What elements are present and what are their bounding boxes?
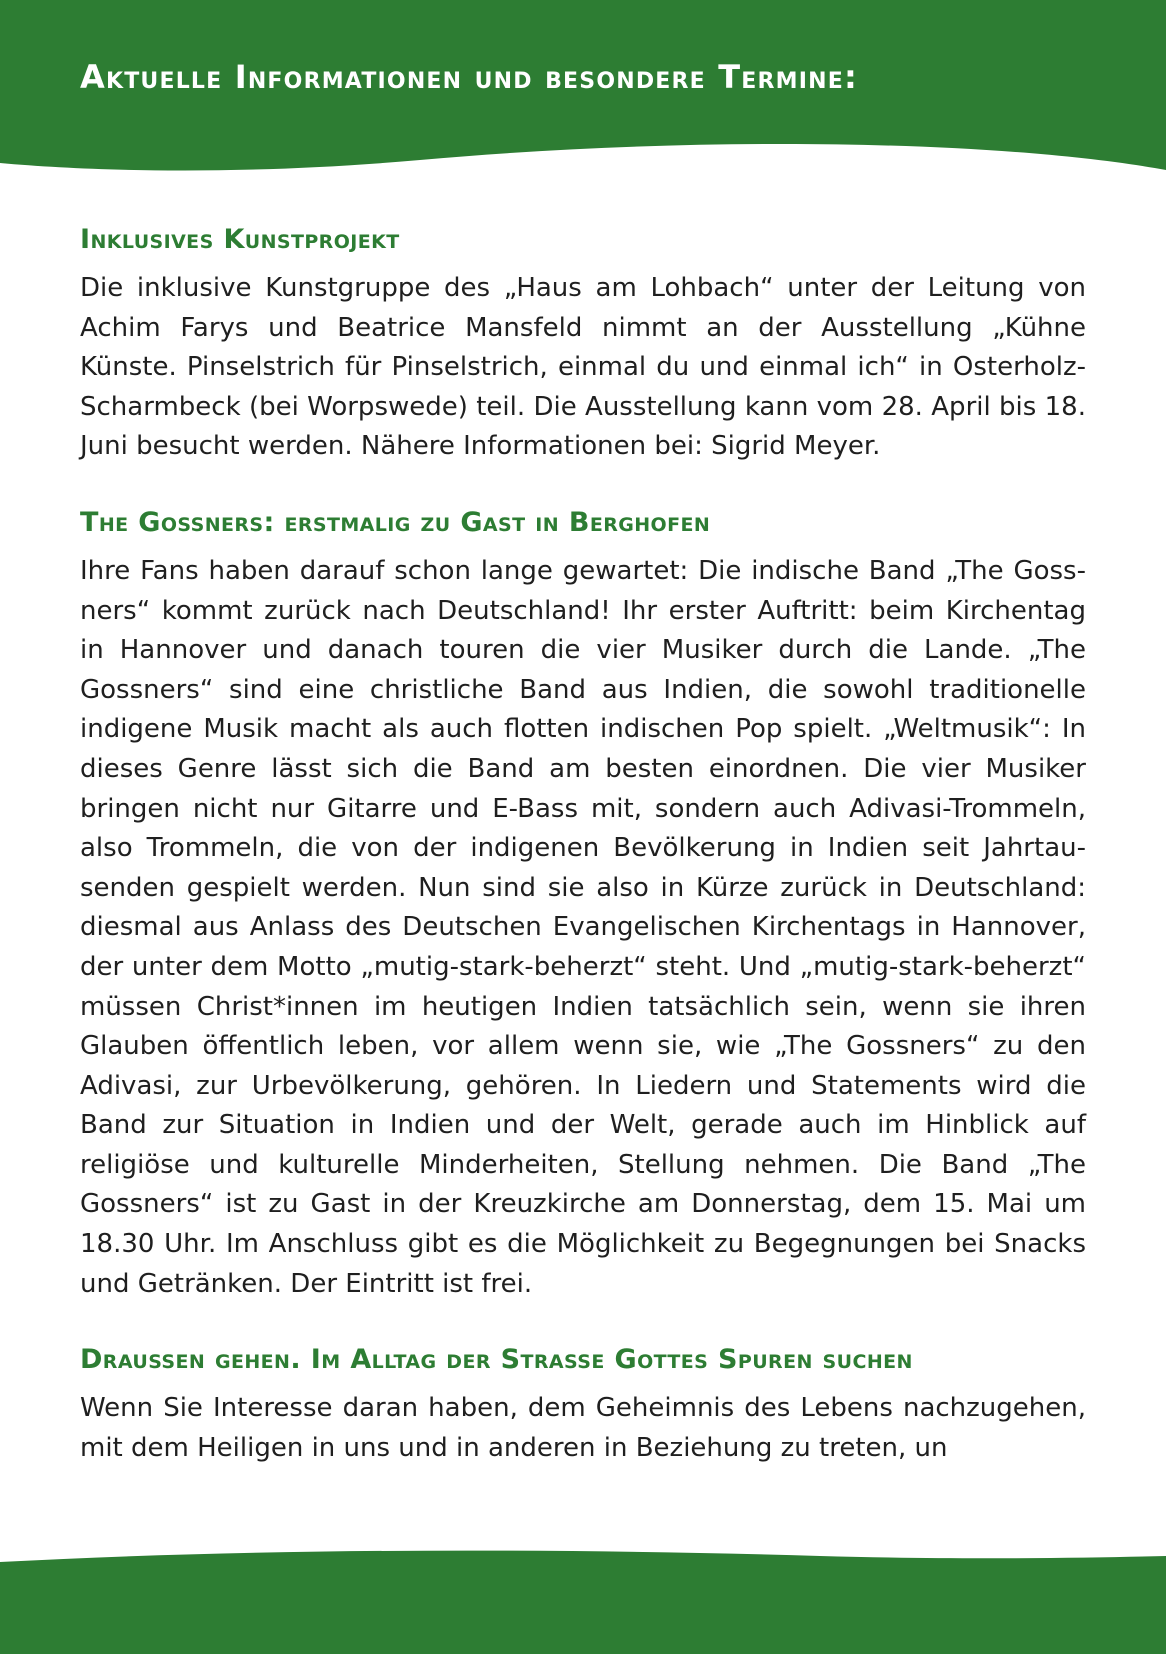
page-title: Aktuelle Informationen und besondere Termine: bbox=[80, 58, 858, 96]
footer-band bbox=[0, 1548, 1166, 1654]
section-heading: Inklusives Kunstprojekt bbox=[80, 224, 400, 255]
section-heading: Draussen gehen. Im Alltag der Strasse Gottes Spuren suchen bbox=[80, 1344, 913, 1376]
section-draussen-gehen bbox=[80, 1344, 1086, 1468]
section-kunstprojekt bbox=[80, 224, 1086, 467]
section-gossners bbox=[80, 507, 1086, 1304]
section-body: Die inklusive Kunstgruppe des „Haus am Lohbach“ unter der Leitung von Achim Farys und Beatrice Mansfeld nimmt an der Ausstellung „Kühne Künste. Pinselstrich für Pinselstrich, einmal du und einmal ich“ in Osterholz-Scharmbeck (bei Worpswede) teil. Die Ausstellung kann vom 28. April bis 18. Juni besucht werden. Nähere Informationen bei: Sigrid Meyer. bbox=[80, 273, 1086, 462]
section-heading: The Gossners: erstmalig zu Gast in Berghofen bbox=[80, 506, 711, 538]
section-body: Wenn Sie Interesse daran haben, dem Geheimnis des Lebens nachzugehen, mit dem Heiligen in uns und in anderen in Beziehung zu treten, un bbox=[80, 1393, 1086, 1463]
section-body: Ihre Fans haben darauf schon lange gewartet: Die indische Band „The Gossners“ kommt zurück nach Deutschland! Ihr erster Auftritt: beim Kirchentag in Hannover und danach touren die vier Musiker durch die Lande. „The Gossners“ sind eine christliche Band aus Indien, die sowohl traditionelle indigene Musik macht als auch flotten indischen Pop spielt. „Weltmusik“: In dieses Genre lässt sich die Band am besten einordnen. Die vier Musiker bringen nicht nur Gitarre und E-Bass mit, sondern auch Adivasi-Trommeln, also Trommeln, die von der indigenen Bevölkerung in Indien seit Jahrtausenden gespielt werden. Nun sind sie also in Kürze zurück in Deutschland: diesmal aus Anlass des Deutschen Evangelischen Kirchentags in Hannover, der unter dem Motto „mutig-stark-beherzt“ steht. Und „mutig-stark-beherzt“ müssen Christ*innen im heutigen Indien tatsächlich sein, wenn sie ihren Glauben öffentlich leben, vor allem wenn sie, wie „The Gossners“ zu den Adivasi, zur Urbevölkerung, gehören. In Liedern und Statements wird die Band zur Situation in Indien und der Welt, gerade auch im Hinblick auf religiöse und kulturelle Minderheiten, Stellung nehmen. Die Band „The Gossners“ ist zu Gast in der Kreuzkirche am Donnerstag, dem 15. Mai um 18.30 Uhr. Im Anschluss gibt es die Möglichkeit zu Begegnungen bei Snacks und Getränken. Der Eintritt ist frei. bbox=[80, 555, 1086, 1299]
article-content bbox=[80, 224, 1086, 1508]
